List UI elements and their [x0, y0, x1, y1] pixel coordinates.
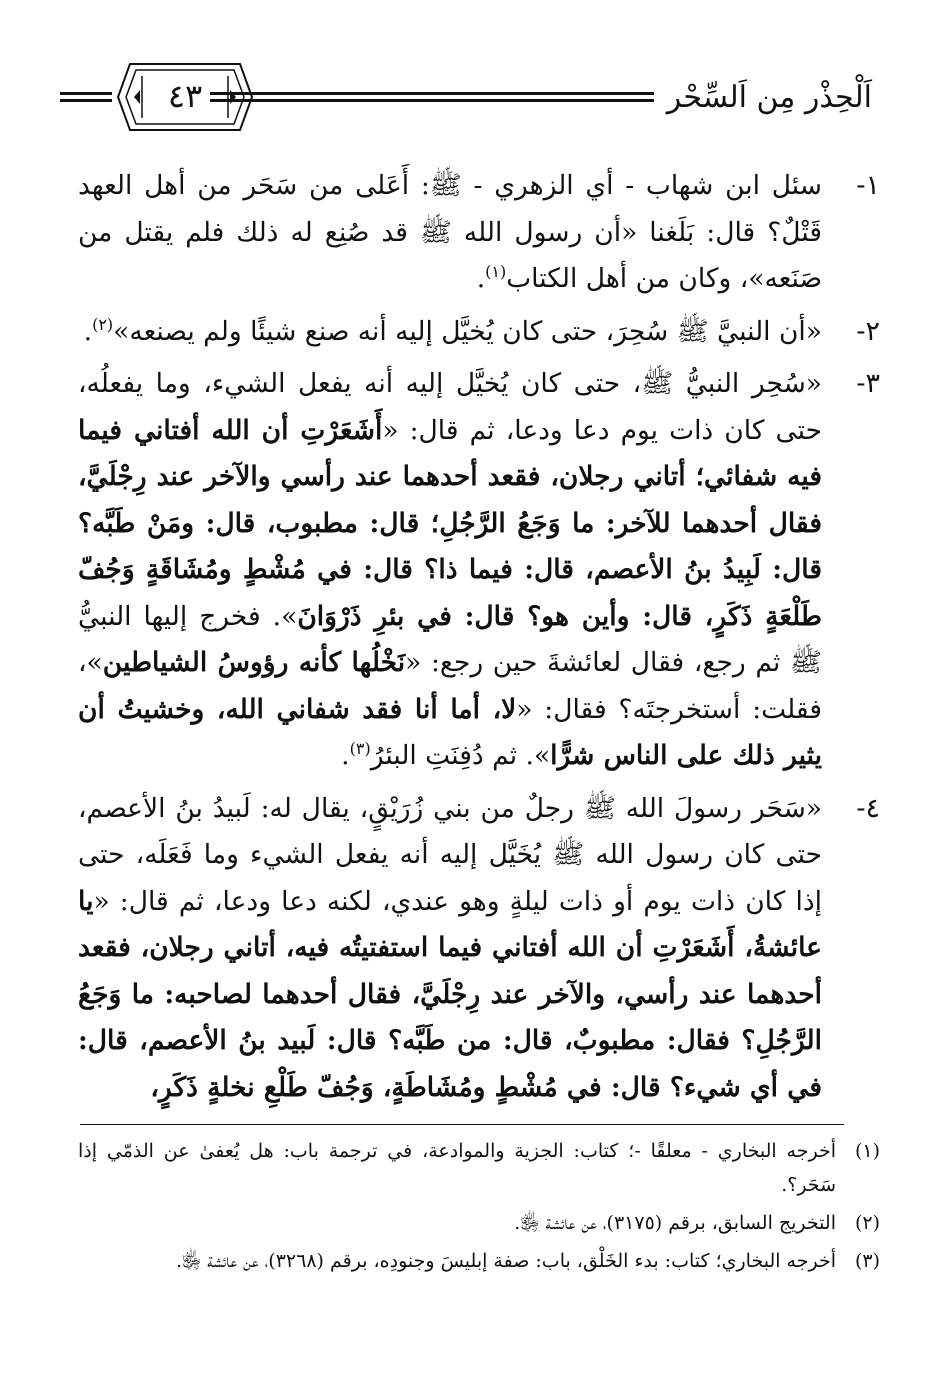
item-text: «أن النبيَّ ﷺ سُحِرَ، حتى كان يُخيَّل إليه أنه صنع شيئًا ولم يصنعه»$^{(٢)}$.: [83, 314, 822, 347]
footnote-number: (٢): [854, 1212, 880, 1234]
page-number-badge: [116, 62, 254, 132]
item-text: «سَحَر رسولَ الله ﷺ رجلٌ من بني زُرَيْقٍ، يقال له: لَبيدُ بنُ الأعصم، حتى كان رسول الله ﷺ يُخَيَّل إليه أنه يفعل الشيء وما فَعَلَه، حتى إذا كان ذات يوم أو ذات ليلةٍ وهو عندي، لكنه دعا ودعا، ثم قال: «يا عائشةُ، أَشَعَرْتِ أن الله أفتاني فيما استفتيتُه فيه، أتاني رجلان، فقعد أحدهما عند رأسي، والآخر عند رِجْلَيَّ، فقال أحدهما لصاحبه: ما وَجَعُ الرَّجُلِ؟ فقال: مطبوبٌ، قال: من طَبَّه؟ قال: لَبيد بنُ الأعصم، قال: في أي شيء؟ قال: في مُشْطٍ ومُشَاطَةٍ، وَجُفّ طَلْعِ نخلةٍ ذَكَرٍ،: [78, 792, 822, 1103]
hadith-item-2: [78, 309, 880, 356]
item-number: ٤-: [856, 792, 880, 824]
item-number: ١-: [856, 170, 880, 201]
footnotes: [78, 1134, 880, 1282]
prophet-speech: يا عائشةُ، أَشَعَرْتِ أن الله أفتاني فيما استفتيتُه فيه، أتاني رجلان، فقعد أحدهما عند رأسي، والآخر عند رِجْلَيَّ، فقال أحدهما لصاحبه: ما وَجَعُ الرَّجُلِ؟ فقال: مطبوبٌ، قال: من طَبَّه؟ قال: لَبيد بنُ الأعصم، قال: في أي شيء؟ قال: في مُشْطٍ ومُشَاطَةٍ، وَجُفّ طَلْعِ نخلةٍ ذَكَرٍ،: [78, 885, 822, 1103]
prophet-speech: لا، أما أنا فقد شفاني الله، وخشيتُ أن يثير ذلك على الناس شرًّا: [78, 693, 822, 771]
footnote-ref: (٣): [349, 739, 371, 759]
prophet-speech: أَشَعَرْتِ أن الله أفتاني فيما فيه شفائي؛ أتاني رجلان، فقعد أحدهما عند رأسي والآخر عند رِجْلَيَّ، فقال أحدهما للآخر: ما وَجَعُ الرَّجُلِ؛ قال: مطبوب، قال: ومَنْ طَبَّه؟ قال: لَبِيدُ بنُ الأعصم، قال: فيما ذا؟ قال: في مُشْطٍ ومُشَاقَةٍ وَجُفّ طَلْعَةٍ ذَكَرٍ، قال: وأين هو؟ قال: في بئرِ ذَرْوَانَ: [78, 414, 822, 632]
item-text: سئل ابن شهاب - أي الزهري - ﷺ: أَعَلى من سَحَر من أهل العهد قَتْلٌ؟ قال: بَلَغنا «أن رسول الله ﷺ قد صُنِع له ذلك فلم يقتل من صَنَعه»، وكان من أهل الكتاب$^{(١)}$.: [78, 170, 822, 294]
footnote-1: [78, 1134, 880, 1202]
footnote-number: (٣): [854, 1250, 880, 1272]
footnote-text: أخرجه البخاري؛ كتاب: بدء الخَلْق، باب: صفة إبليسَ وجنودِه، برقم (٣٢٦٨)، عن عائشة ﵂.: [176, 1250, 836, 1272]
footnote-ref: (١): [485, 262, 507, 282]
footnote-text: التخريج السابق، برقم (٣١٧٥)، عن عائشة ﵂.: [514, 1212, 836, 1234]
footnote-3: [78, 1244, 880, 1278]
page-header: [60, 60, 872, 138]
footnote-2: [78, 1206, 880, 1240]
footnote-divider: [80, 1124, 844, 1125]
item-number: ٣-: [856, 368, 880, 399]
item-text: «سُحِر النبيُّ ﷺ، حتى كان يُخيَّل إليه أنه يفعل الشيء، وما يفعلُه، حتى كان ذات يوم دعا ودعا، ثم قال: «أَشَعَرْتِ أن الله أفتاني فيما فيه شفائي؛ أتاني رجلان، فقعد أحدهما عند رأسي والآخر عند رِجْلَيَّ، فقال أحدهما للآخر: ما وَجَعُ الرَّجُلِ؛ قال: مطبوب، قال: ومَنْ طَبَّه؟ قال: لَبِيدُ بنُ الأعصم، قال: فيما ذا؟ قال: في مُشْطٍ ومُشَاقَةٍ وَجُفّ طَلْعَةٍ ذَكَرٍ، قال: وأين هو؟ قال: في بئرِ ذَرْوَانَ». فخرج إليها النبيُّ ﷺ ثم رجع، فقال لعائشةَ حين رجع: «نَخْلُها كأنه رؤوسُ الشياطين»، فقلت: أستخرجتَه؟ فقال: «لا، أما أنا فقد شفاني الله، وخشيتُ أن يثير ذلك على الناس شرًّا». ثم دُفِنَتِ البئرُ$^{(٣)}$.: [78, 368, 823, 771]
main-text: [78, 163, 880, 1117]
book-title: اَلْحِذْر مِن اَلسِّحْر: [666, 80, 872, 115]
header-rule-right: [210, 92, 654, 106]
footnote-text: أخرجه البخاري - معلقًا -؛ كتاب: الجزية والموادعة، في ترجمة باب: هل يُعفىٰ عن الذمّي إذا سَحَر؟.: [78, 1140, 836, 1196]
hadith-item-3: [78, 361, 880, 780]
hadith-item-4: [78, 786, 880, 1112]
header-rule-left: [60, 92, 112, 106]
prophet-speech: نَخْلُها كأنه رؤوسُ الشياطين: [102, 647, 406, 678]
item-number: ٢-: [856, 315, 880, 347]
footnote-ref: (٢): [92, 314, 114, 334]
footnote-number: (١): [854, 1140, 880, 1162]
hadith-item-1: [78, 163, 880, 303]
page-number: ٤٣: [167, 77, 203, 115]
